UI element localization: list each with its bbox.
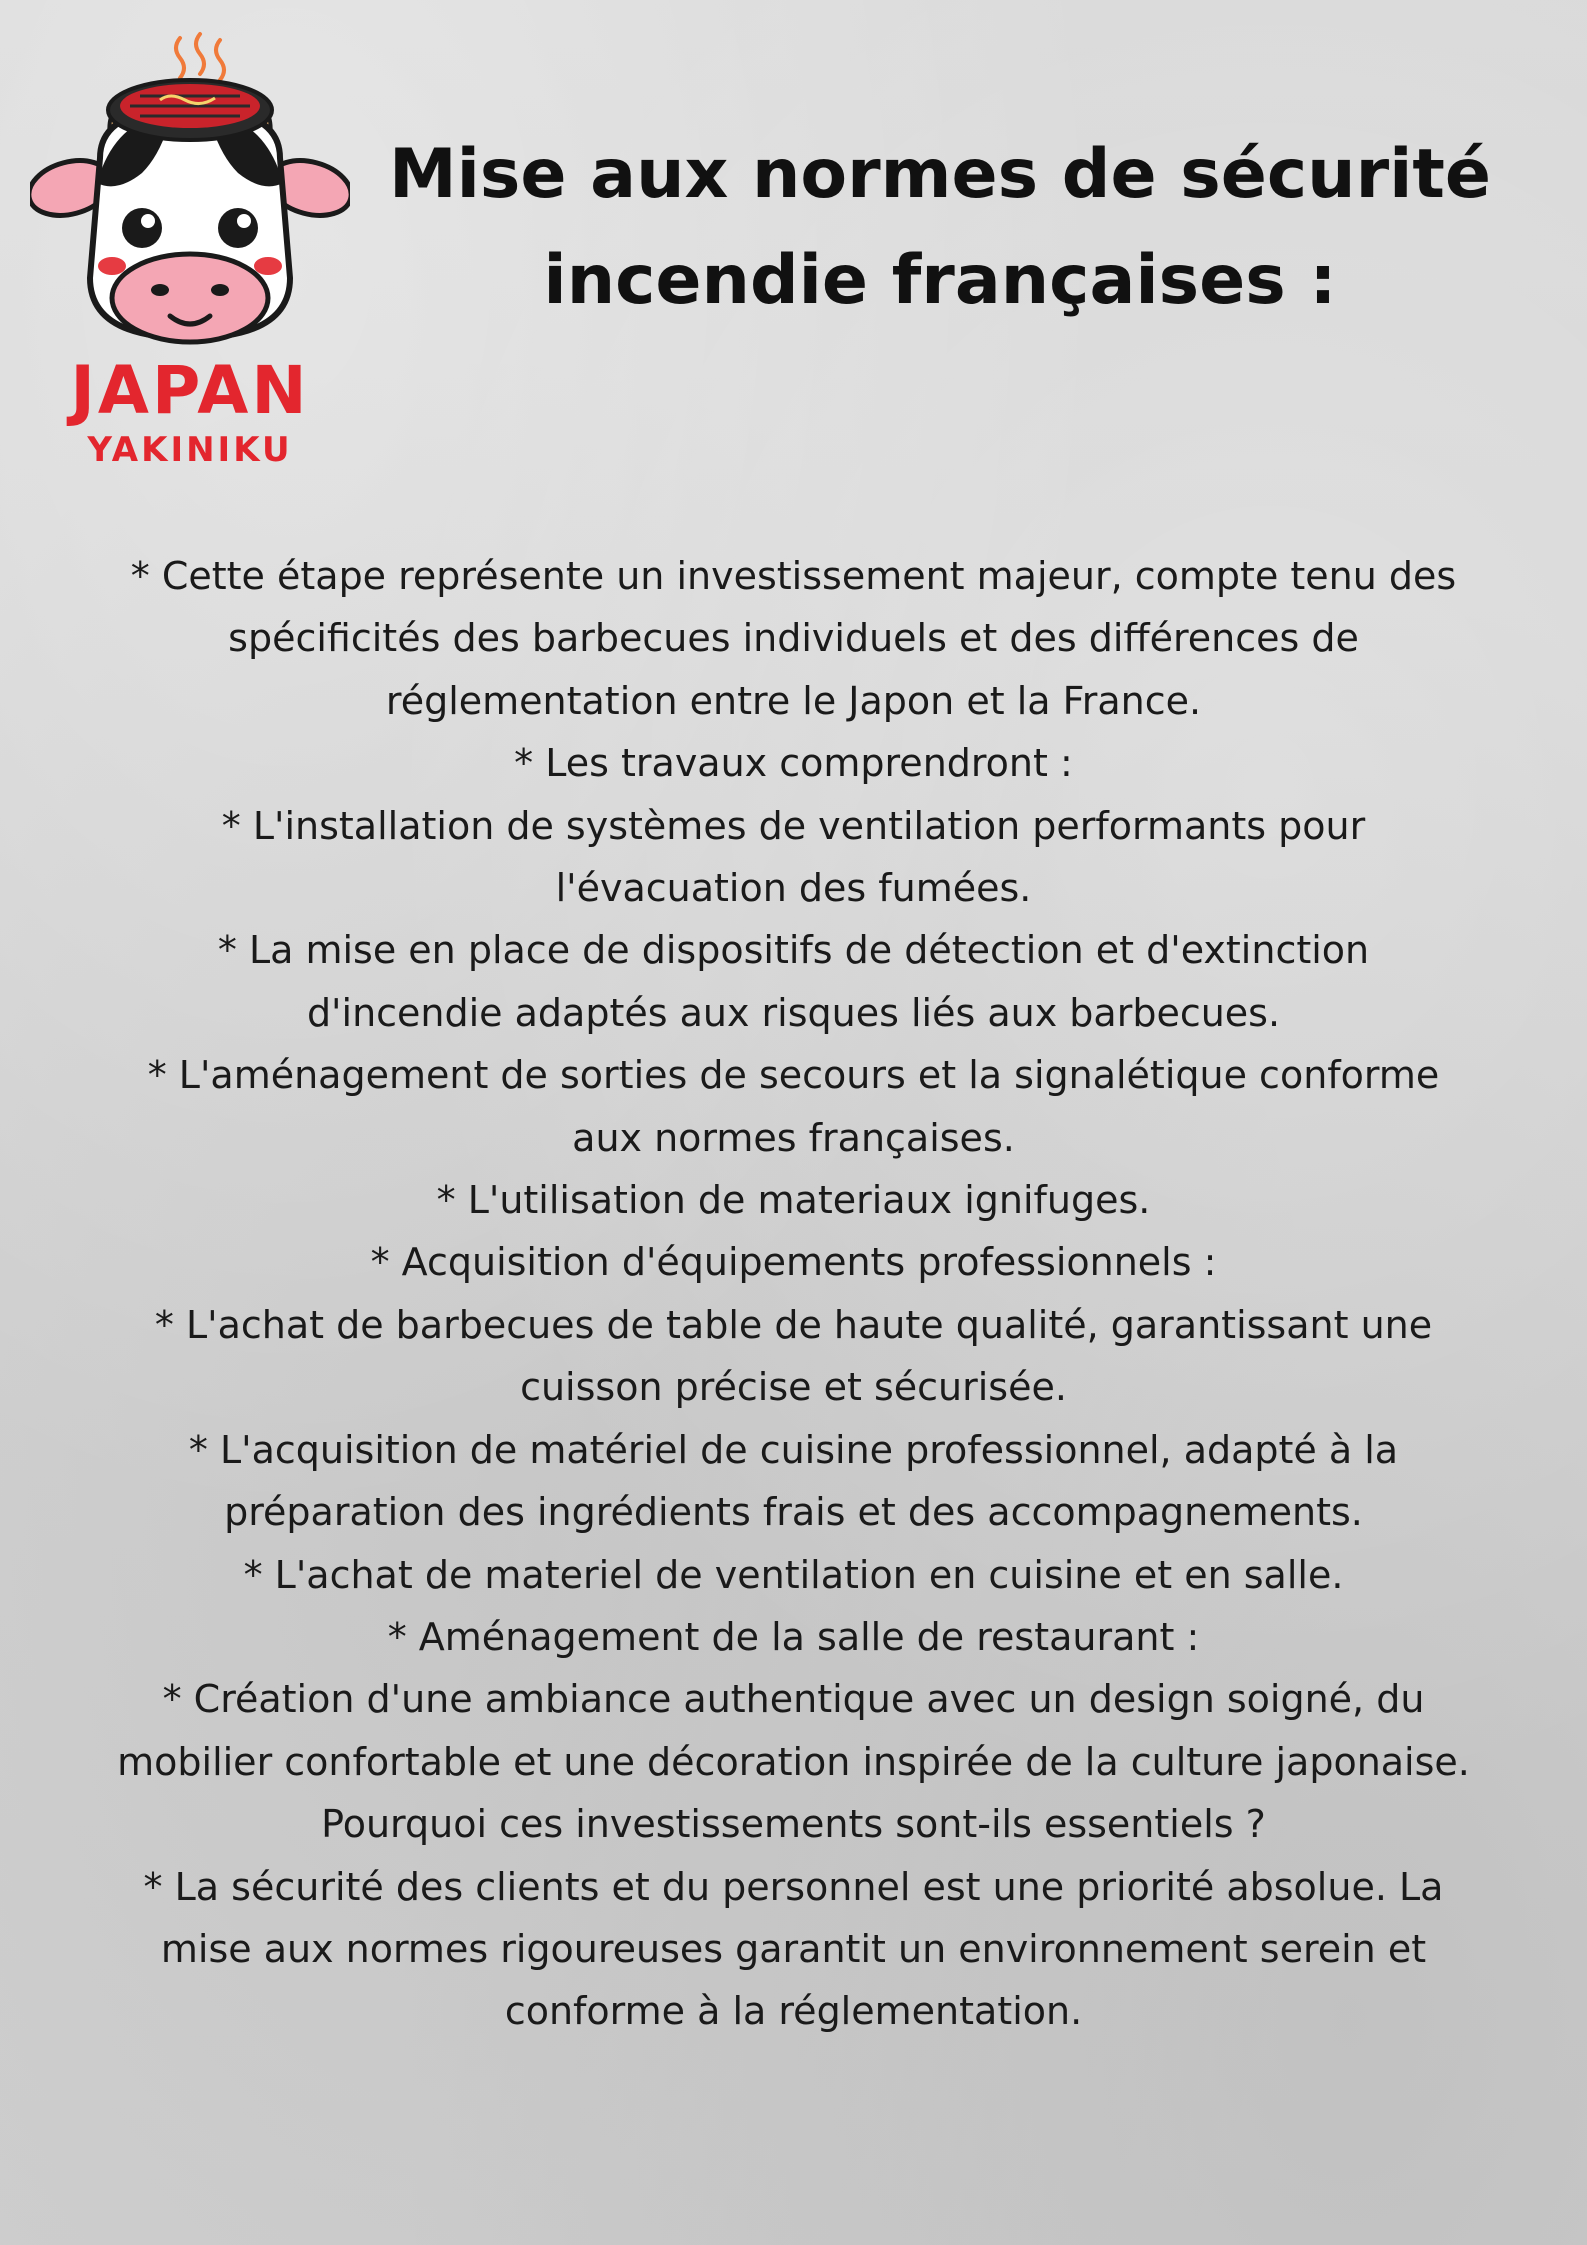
body-line: * Création d'une ambiance authentique avec un design soigné, du xyxy=(162,1677,1425,1722)
body-line: * L'aménagement de sorties de secours et la signalétique conforme xyxy=(147,1053,1440,1098)
logo-sub-text: YAKINIKU xyxy=(87,430,293,470)
body-line: Pourquoi ces investissements sont-ils essentiels ? xyxy=(321,1802,1266,1847)
body-text xyxy=(40,545,1547,2043)
body-line: * L'acquisition de matériel de cuisine professionnel, adapté à la xyxy=(188,1427,1399,1472)
body-line: cuisson précise et sécurisée. xyxy=(520,1365,1067,1410)
body-line: * Acquisition d'équipements professionnels : xyxy=(370,1240,1217,1285)
body-line: mise aux normes rigoureuses garantit un environnement serein et xyxy=(160,1926,1427,1971)
body-line: * L'achat de barbecues de table de haute qualité, garantissant une xyxy=(154,1302,1433,1347)
body-line: conforme à la réglementation. xyxy=(504,1989,1083,2034)
page-title xyxy=(360,122,1520,334)
body-line: réglementation entre le Japon et la France. xyxy=(385,678,1202,723)
logo-brand-text: JAPAN xyxy=(70,352,310,429)
body-line: aux normes françaises. xyxy=(572,1115,1015,1160)
title-line-1: Mise aux normes de sécurité xyxy=(388,135,1492,214)
body-line: * La sécurité des clients et du personnel est une priorité absolue. La xyxy=(143,1864,1444,1909)
body-line: spécificités des barbecues individuels et des différences de xyxy=(228,616,1359,661)
body-line: * L'installation de systèmes de ventilation performants pour xyxy=(221,803,1366,848)
body-line: * L'utilisation de materiaux ignifuges. xyxy=(436,1178,1151,1223)
cow-yakiniku-grill-icon xyxy=(30,28,350,373)
body-line: * Les travaux comprendront : xyxy=(514,741,1073,786)
japan-yakiniku-logo xyxy=(30,28,350,470)
body-line: * Aménagement de la salle de restaurant : xyxy=(387,1614,1200,1659)
body-line: d'incendie adaptés aux risques liés aux barbecues. xyxy=(306,990,1281,1035)
body-line: l'évacuation des fumées. xyxy=(555,866,1032,911)
body-line: * La mise en place de dispositifs de détection et d'extinction xyxy=(217,928,1370,973)
title-line-2: incendie françaises : xyxy=(543,241,1337,320)
body-line: * Cette étape représente un investissement majeur, compte tenu des xyxy=(130,554,1457,598)
body-line: * L'achat de materiel de ventilation en cuisine et en salle. xyxy=(243,1552,1344,1597)
body-line: mobilier confortable et une décoration inspirée de la culture japonaise. xyxy=(117,1739,1470,1784)
body-line: préparation des ingrédients frais et des accompagnements. xyxy=(224,1490,1363,1535)
